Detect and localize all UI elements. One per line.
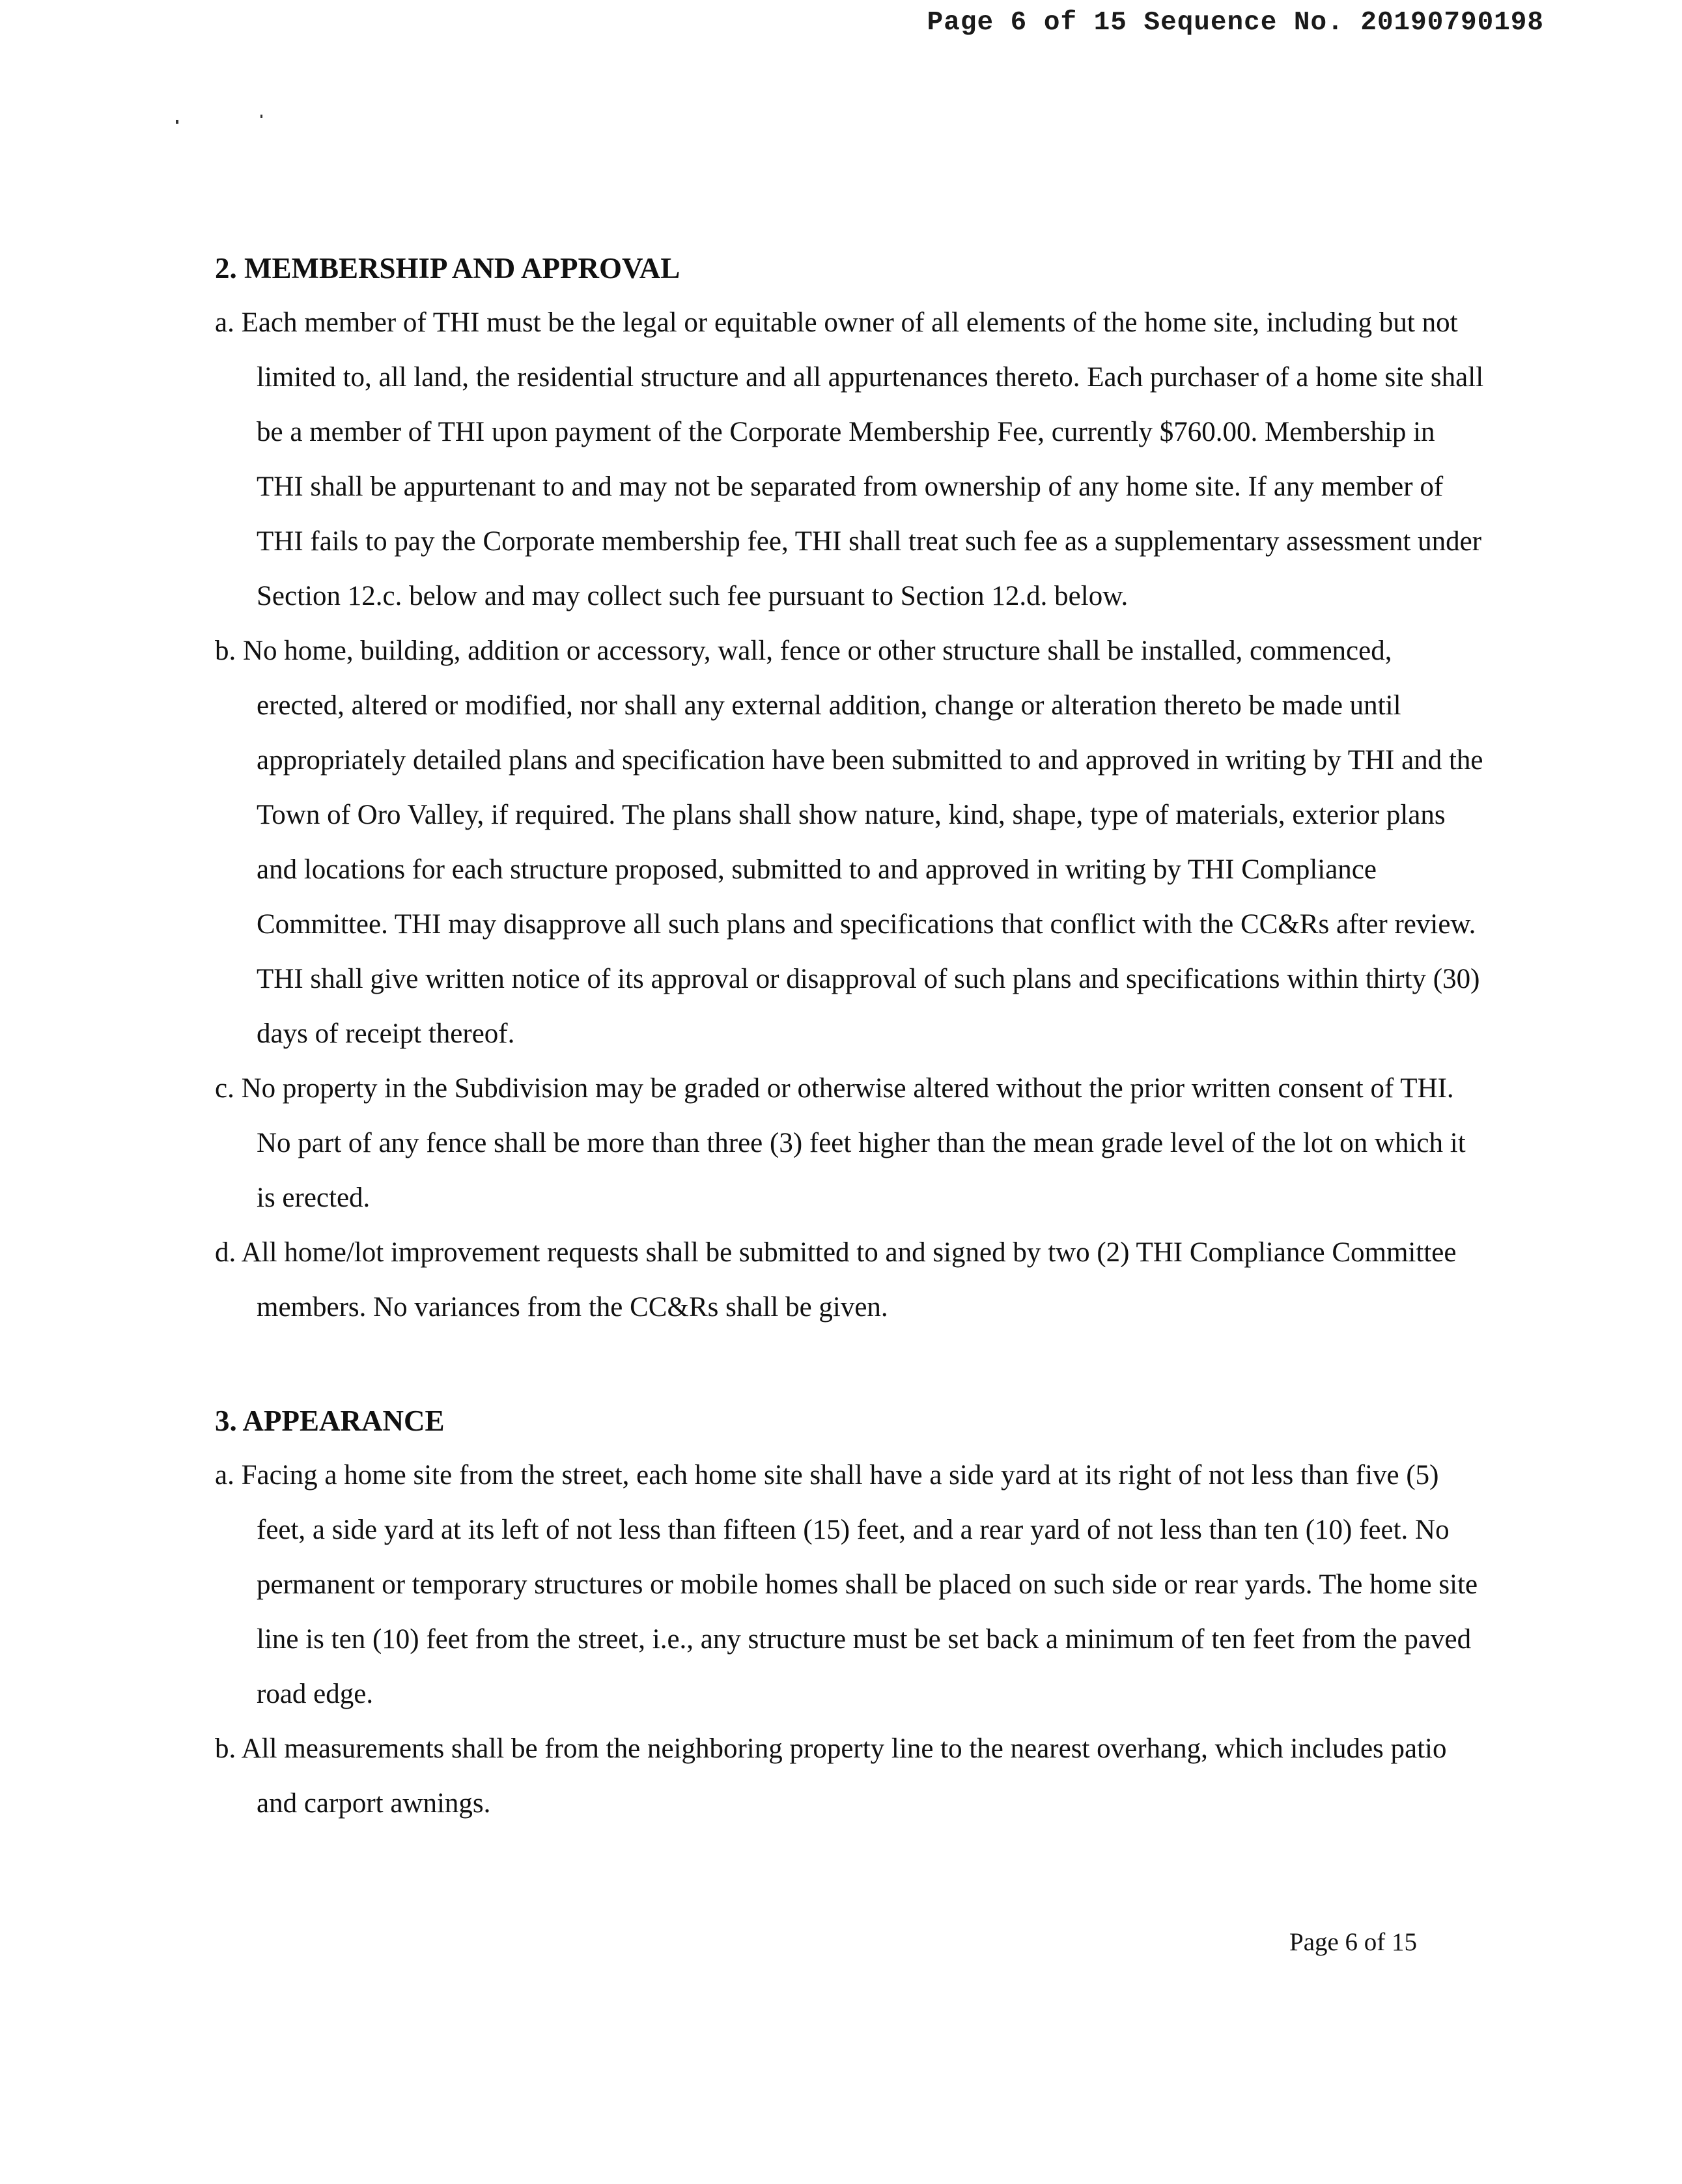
section-membership-approval [215, 241, 1485, 1335]
list-item: b. All measurements shall be from the neighboring property line to the nearest overhang, which includes patio and carport awnings. [215, 1733, 1447, 1819]
list-item: a. Each member of THI must be the legal or equitable owner of all elements of the home site, including but not limited to, all land, the residential structure and all appurtenances thereto. Each purchaser of a home site shall be a member of THI upon payment of the Corporate Membership Fee, currently $760.00. Membership in THI shall be appurtenant to and may not be separated from ownership of any home site. If any member of THI fails to pay the Corporate membership fee, THI shall treat such fee as a supplementary assessment under Section 12.c. below and may collect such fee pursuant to Section 12.d. below. [215, 307, 1484, 611]
list-item: d. All home/lot improvement requests shall be submitted to and signed by two (2) THI Compliance Committee members. No variances from the CC&Rs shall be given. [215, 1237, 1457, 1323]
list-item: c. No property in the Subdivision may be graded or otherwise altered without the prior written consent of THI. No part of any fence shall be more than three (3) feet higher than the mean grade level of the lot on which it is erected. [215, 1073, 1466, 1213]
page-number-footer: Page 6 of 15 [1289, 1928, 1418, 1956]
list-item: a. Facing a home site from the street, each home site shall have a side yard at its right of not less than five (5) feet, a side yard at its left of not less than fifteen (15) feet, and a rear yard of not less than ten (10) feet. No permanent or temporary structures or mobile homes shall be placed on such side or rear yards. The home site line is ten (10) feet from the street, i.e., any structure must be set back a minimum of ten feet from the paved road edge. [215, 1460, 1478, 1709]
section-divider [215, 1335, 1485, 1393]
section-heading: 2. MEMBERSHIP AND APPROVAL [215, 252, 680, 285]
sequence-header: Page 6 of 15 Sequence No. 20190790198 [927, 8, 1544, 38]
scan-speck [260, 115, 262, 118]
list-item: b. No home, building, addition or accessory, wall, fence or other structure shall be installed, commenced, erected, altered or modified, nor shall any external addition, change or alteration thereto be made until appropriately detailed plans and specification have been submitted to and approved in writing by THI and the Town of Oro Valley, if required. The plans shall show nature, kind, shape, type of materials, exterior plans and locations for each structure proposed, submitted to and approved in writing by THI Compliance Committee. THI may disapprove all such plans and specifications that conflict with the CC&Rs after review. THI shall give written notice of its approval or disapproval of such plans and specifications within thirty (30) days of receipt thereof. [215, 636, 1483, 1049]
scan-speck [176, 120, 178, 124]
section-appearance [215, 1393, 1485, 1831]
section-heading: 3. APPEARANCE [215, 1405, 445, 1437]
document-body [215, 241, 1485, 1831]
